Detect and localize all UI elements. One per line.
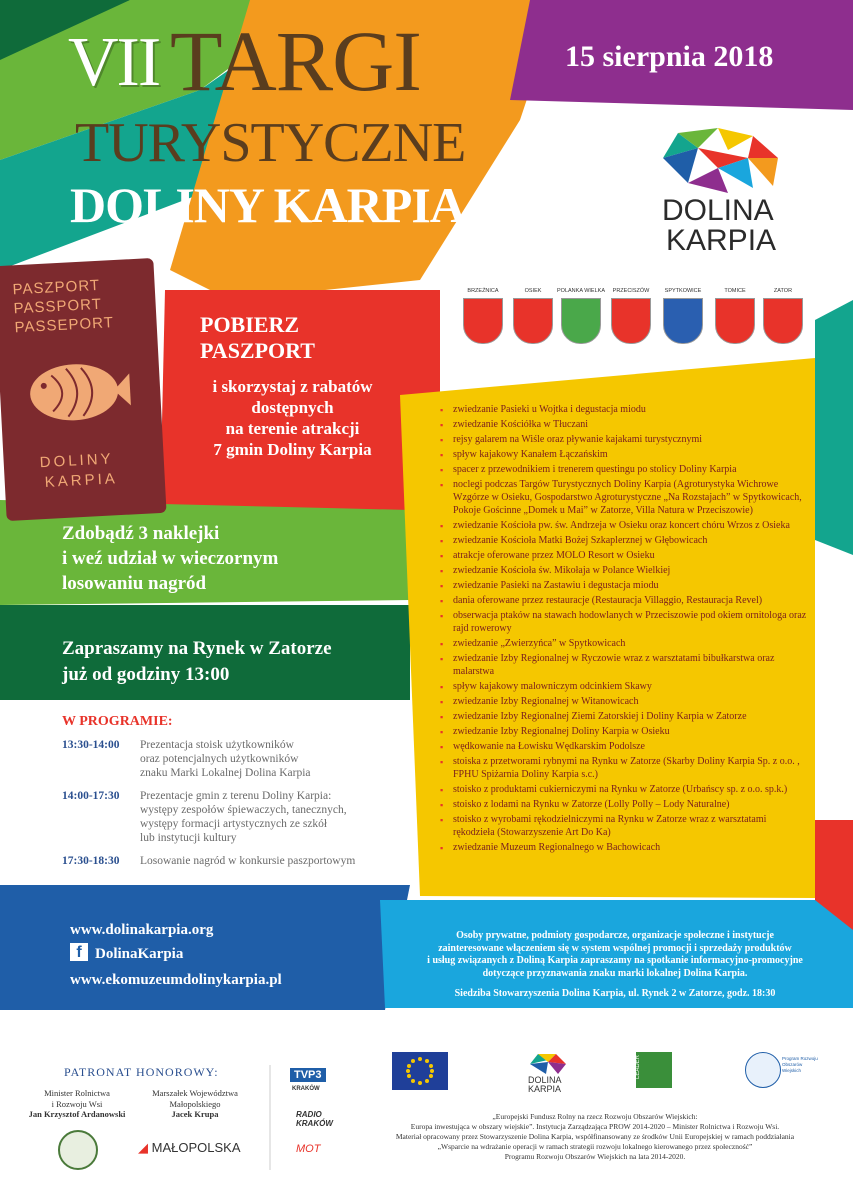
list-item: ▪ stoisko z produktami cukierniczymi na Rynku w Zatorze (Urbańscy sp. z o.o. sp.k.) (440, 784, 810, 797)
crest-label: BRZEŹNICA (467, 288, 499, 294)
program-description (140, 789, 440, 845)
program-desc-line: występy formacji artystycznych ze szkół (140, 818, 328, 830)
program-desc-line: Losowanie nagród w konkursie paszportowym (140, 855, 356, 867)
info-line: zainteresowane włączeniem się w system wspólnej promocji i sprzedaży produktów (438, 942, 792, 954)
stickers-text (62, 521, 278, 596)
list-item: ▪ obserwacja ptaków na stawach hodowlanych w Przeciszowie pod okiem ornitologa oraz rajd rowerowy (440, 610, 810, 635)
program-desc-line: lub instytucji kultury (140, 832, 237, 844)
list-item: ▪ stoisko z lodami na Rynku w Zatorze (Lolly Polly – Lody Naturalne) (440, 799, 810, 812)
list-item: ▪ zwiedzanie Pasieki u Wojtka i degustacja miodu (440, 404, 810, 417)
crest-shield-icon (561, 298, 601, 344)
list-item: ▪ zwiedzanie „Zwierzyńca” w Spytkowicach (440, 638, 810, 651)
list-item: ▪ zwiedzanie Izby Regionalnej w Witanowicach (440, 696, 810, 709)
program-desc-line: oraz potencjalnych użytkowników (140, 753, 299, 765)
program-description (140, 738, 440, 780)
tvp3-logo: TVP3 (290, 1068, 326, 1082)
list-item: ▪ spływ kajakowy Kanałem Łączańskim (440, 449, 810, 462)
promo-body-line-2: dostępnych (251, 398, 334, 417)
list-item: ▪ zwiedzanie Kościoła św. Mikołaja w Polance Wielkiej (440, 565, 810, 578)
promo-body-line-1: i skorzystaj z rabatów (212, 377, 373, 396)
malopolska-m-icon: ◢ (138, 1140, 148, 1155)
dolina-karpia-small-logo-icon (528, 1052, 568, 1074)
list-item: ▪ zwiedzanie Pasieki na Zastawiu i degustacja miodu (440, 580, 810, 593)
prow-text: Program Rozwoju Obszarów Wiejskich (782, 1056, 818, 1073)
list-item: ▪ stoiska z przetworami rybnymi na Rynku w Zatorze (Skarby Doliny Karpia Sp. z o.o. , FPHU Spiżarnia Doliny Karpia s.c.) (440, 756, 810, 781)
crest-label: PRZECISZÓW (612, 288, 650, 294)
patron-title: i Rozwoju Wsi (51, 1098, 103, 1109)
list-item: ▪ zwiedzanie Kościółka w Tłuczani (440, 419, 810, 432)
prow-logo-icon (745, 1052, 781, 1088)
facebook-icon: f (70, 943, 88, 961)
program-time: 14:00-17:30 (62, 790, 120, 802)
promo-body (200, 376, 385, 460)
list-item: ▪ noclegi podczas Targów Turystycznych Doliny Karpia (Agroturystyka Wichrowe Wzgórze w Osieku, Gospodarstwo Agroturystyczne „Na Rozstajach” w Spytkowicach, Pokoje Gościnne „Domek u Mai” w Zatorze, Villa Natura w Przeciszowie) (440, 479, 810, 517)
crest-osiek (508, 288, 558, 344)
program-desc-line: Prezentacja stoisk użytkowników (140, 739, 294, 751)
crest-label: OSIEK (524, 288, 542, 294)
ministry-emblem-icon (58, 1130, 98, 1170)
crest-spytkowice (658, 288, 708, 344)
website-link-2[interactable]: www.ekomuzeumdolinykarpia.pl (70, 972, 282, 988)
crest-zator (758, 288, 808, 344)
patron-name: Jacek Krupa (171, 1109, 219, 1119)
invite-line-1: Zapraszamy na Rynek w Zatorze (62, 638, 332, 659)
list-item: ▪ spacer z przewodnikiem i trenerem questingu po stolicy Doliny Karpia (440, 464, 810, 477)
eu-flag-icon (392, 1052, 448, 1090)
list-item: ▪ stoisko z wyrobami rękodzielniczymi na Rynku w Zatorze wraz z warsztatami rękodzieła (Stowarzyszenie Art Do Ka) (440, 814, 810, 839)
passport-line-2: PASSPORT (13, 295, 103, 318)
patron-name: Jan Krzysztof Ardanowski (28, 1109, 126, 1119)
crest-shield-icon (513, 298, 553, 344)
radio-krakow-logo (296, 1110, 333, 1128)
list-item: ▪ rejsy galarem na Wiśle oraz pływanie kajakami turystycznymi (440, 434, 810, 447)
promo-body-line-4: 7 gmin Doliny Karpia (213, 440, 372, 459)
passport-bottom-1: DOLINY (39, 450, 114, 472)
crest-brzeznica (458, 288, 508, 344)
invite-text (62, 636, 332, 688)
promo-heading-line-1: POBIERZ (200, 312, 300, 337)
list-item: ▪ zwiedzanie Izby Regionalnej Doliny Karpia w Osieku (440, 726, 810, 739)
info-venue: Siedziba Stowarzyszenia Dolina Karpia, ul. Rynek 2 w Zatorze, godz. 18:30 (454, 988, 776, 999)
program-time: 17:30-18:30 (62, 855, 120, 867)
event-date: 15 sierpnia 2018 (565, 40, 774, 73)
facebook-link[interactable]: DolinaKarpia (95, 946, 184, 962)
patron-title: Minister Rolnictwa (44, 1088, 110, 1098)
leader-logo-icon (636, 1052, 672, 1088)
invite-line-2: już od godziny 13:00 (62, 664, 230, 685)
crest-shield-icon (663, 298, 703, 344)
funding-line: „Wsparcie na wdrażanie operacji w ramach strategii rozwoju lokalnego kierowanego przez społeczność” (437, 1142, 753, 1151)
leader-text: LEADER (635, 1054, 642, 1080)
passport-bottom-2: KARPIA (44, 470, 119, 491)
title-turystyczne: TURYSTYCZNE (75, 112, 466, 174)
patronage-heading: PATRONAT HONOROWY: (64, 1065, 219, 1079)
radio-line: KRAKÓW (296, 1119, 333, 1128)
stickers-line-3: losowaniu nagród (62, 573, 207, 594)
patron-minister (22, 1088, 132, 1120)
list-item: ▪ spływ kajakowy malowniczym odcinkiem Skawy (440, 681, 810, 694)
program-desc-line: Prezentacje gmin z terenu Doliny Karpia: (140, 790, 332, 802)
malopolska-text: MAŁOPOLSKA (151, 1140, 241, 1155)
dolina-karpia-small-text (528, 1076, 562, 1094)
passport-line-3: PASSEPORT (14, 314, 115, 337)
attractions-list (440, 404, 810, 857)
crest-label: TOMICE (724, 288, 746, 294)
promo-heading (200, 312, 315, 364)
promo-body-line-3: na terenie atrakcji (225, 419, 360, 438)
list-item: ▪ zwiedzanie Kościoła pw. św. Andrzeja w Osieku oraz koncert chóru Wrzos z Osieka (440, 520, 810, 533)
list-item: ▪ zwiedzanie Izby Regionalnej w Ryczowie wraz z warsztatami bibułkarstwa oraz malarstwa (440, 653, 810, 678)
patron-title: Małopolskiego (169, 1098, 221, 1109)
title-doliny-karpia: DOLINY KARPIA (70, 177, 465, 233)
funding-line: Programu Rozwoju Obszarów Wiejskich na lata 2014-2020. (504, 1152, 686, 1161)
bg-teal-right (815, 300, 853, 555)
stickers-line-1: Zdobądź 3 naklejki (62, 523, 220, 544)
info-line: Osoby prywatne, podmioty gospodarcze, organizacje społeczne i instytucje (456, 930, 774, 941)
info-text (395, 930, 835, 980)
crest-label: ZATOR (773, 288, 793, 294)
carp-fish-icon (20, 351, 134, 432)
mot-logo: MOT (296, 1143, 321, 1155)
crest-tomice (710, 288, 760, 344)
stickers-line-2: i weź udział w wieczornym (62, 548, 279, 569)
small-logo-line: DOLINA (528, 1075, 562, 1085)
list-item: ▪ dania oferowane przez restauracje (Restauracja Villaggio, Restauracja Revel) (440, 595, 810, 608)
list-item: ▪ zwiedzanie Izby Regionalnej Ziemi Zatorskiej i Doliny Karpia w Zatorze (440, 711, 810, 724)
crest-shield-icon (463, 298, 503, 344)
program-desc-line: znaku Marki Lokalnej Dolina Karpia (140, 767, 311, 779)
funding-line: Europa inwestująca w obszary wiejskie”. Instytucja Zarządzająca PROW 2014-2020 – Minister Rolnictwa i Rozwoju Wsi. (410, 1122, 780, 1131)
patron-marshal (140, 1088, 250, 1120)
crest-przeciszow (606, 288, 656, 344)
passport-line-1: PASZPORT (12, 276, 101, 299)
funding-line: Materiał opracowany przez Stowarzyszenie Dolina Karpia, współfinansowany ze środków Unii Europejskiej w ramach poddziałania (395, 1132, 795, 1141)
small-logo-line: KARPIA (528, 1084, 562, 1094)
crest-label: SPYTKOWICE (664, 288, 702, 294)
title-targi: TARGI (170, 13, 421, 109)
logo-text-karpia: KARPIA (666, 224, 777, 257)
info-line: dotyczące przyznawania znaku marki lokalnej Dolina Karpia. (482, 967, 748, 979)
promo-heading-line-2: PASZPORT (200, 338, 315, 363)
program-desc-line: występy zespołów śpiewaczych, tanecznych, (140, 804, 347, 816)
crest-shield-icon (763, 298, 803, 344)
crest-shield-icon (715, 298, 755, 344)
dolina-karpia-logo-icon (658, 128, 783, 193)
list-item: ▪ atrakcje oferowane przez MOLO Resort w Osieku (440, 550, 810, 563)
program-description (140, 854, 440, 868)
list-item: ▪ wędkowanie na Łowisku Wędkarskim Podolsze (440, 741, 810, 754)
title-vii: VII (68, 24, 160, 101)
malopolska-logo (138, 1140, 241, 1156)
crest-label: POLANKA WIELKA (557, 288, 605, 294)
crest-shield-icon (611, 298, 651, 344)
tvp3-sub: KRAKÓW (292, 1086, 320, 1092)
logo-text-dolina: DOLINA (662, 194, 774, 227)
program-item (62, 789, 442, 847)
program-item (62, 854, 442, 870)
funding-line: „Europejski Fundusz Rolny na rzecz Rozwoju Obszarów Wiejskich: (492, 1112, 698, 1121)
radio-line: RADIO (296, 1110, 322, 1119)
patron-title: Marszałek Województwa (152, 1088, 238, 1098)
passport-booklet (0, 258, 167, 521)
info-line: i usług związanych z Doliną Karpia zapraszamy na spotkanie informacyjno-promocyjne (427, 955, 803, 967)
program-item (62, 738, 442, 782)
program-heading: W PROGRAMIE: (62, 714, 173, 729)
bg-blue-links (0, 885, 410, 1010)
crest-polanka-wielka (556, 288, 606, 344)
list-item: ▪ zwiedzanie Muzeum Regionalnego w Bachowicach (440, 842, 810, 855)
program-time: 13:30-14:00 (62, 739, 120, 751)
website-link-1[interactable]: www.dolinakarpia.org (70, 922, 214, 938)
list-item: ▪ zwiedzanie Kościoła Matki Bożej Szkaplerznej w Głębowicach (440, 535, 810, 548)
funding-note (365, 1112, 825, 1162)
